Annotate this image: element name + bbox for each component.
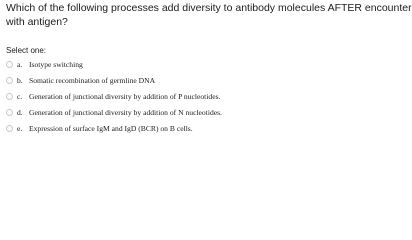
option-text: Isotype switching [29,59,83,69]
radio-button-d[interactable] [6,109,13,116]
option-text: Somatic recombination of germline DNA [29,75,156,85]
select-one-label: Select one: [6,46,47,55]
option-letter: b. [17,75,23,85]
question-text [6,2,412,29]
option-text: Expression of surface IgM and IgD (BCR) on B cells. [29,123,193,133]
question-line-2: with antigen? [6,15,68,28]
option-text: Generation of junctional diversity by addition of N nucleotides. [29,107,222,117]
option-a[interactable] [0,56,350,72]
answer-options [0,56,350,136]
radio-button-a[interactable] [6,61,13,68]
option-c[interactable] [0,88,350,104]
option-letter: c. [17,91,23,101]
option-text: Generation of junctional diversity by addition of P nucleotides. [29,91,221,101]
option-e[interactable] [0,120,350,136]
option-d[interactable] [0,104,350,120]
option-letter: a. [17,59,23,69]
question-line-1: Which of the following processes add diversity to antibody molecules AFTER encounter [6,2,412,14]
radio-button-c[interactable] [6,93,13,100]
radio-button-e[interactable] [6,125,13,132]
option-letter: d. [17,107,23,117]
option-b[interactable] [0,72,350,88]
option-letter: e. [17,123,23,133]
radio-button-b[interactable] [6,77,13,84]
